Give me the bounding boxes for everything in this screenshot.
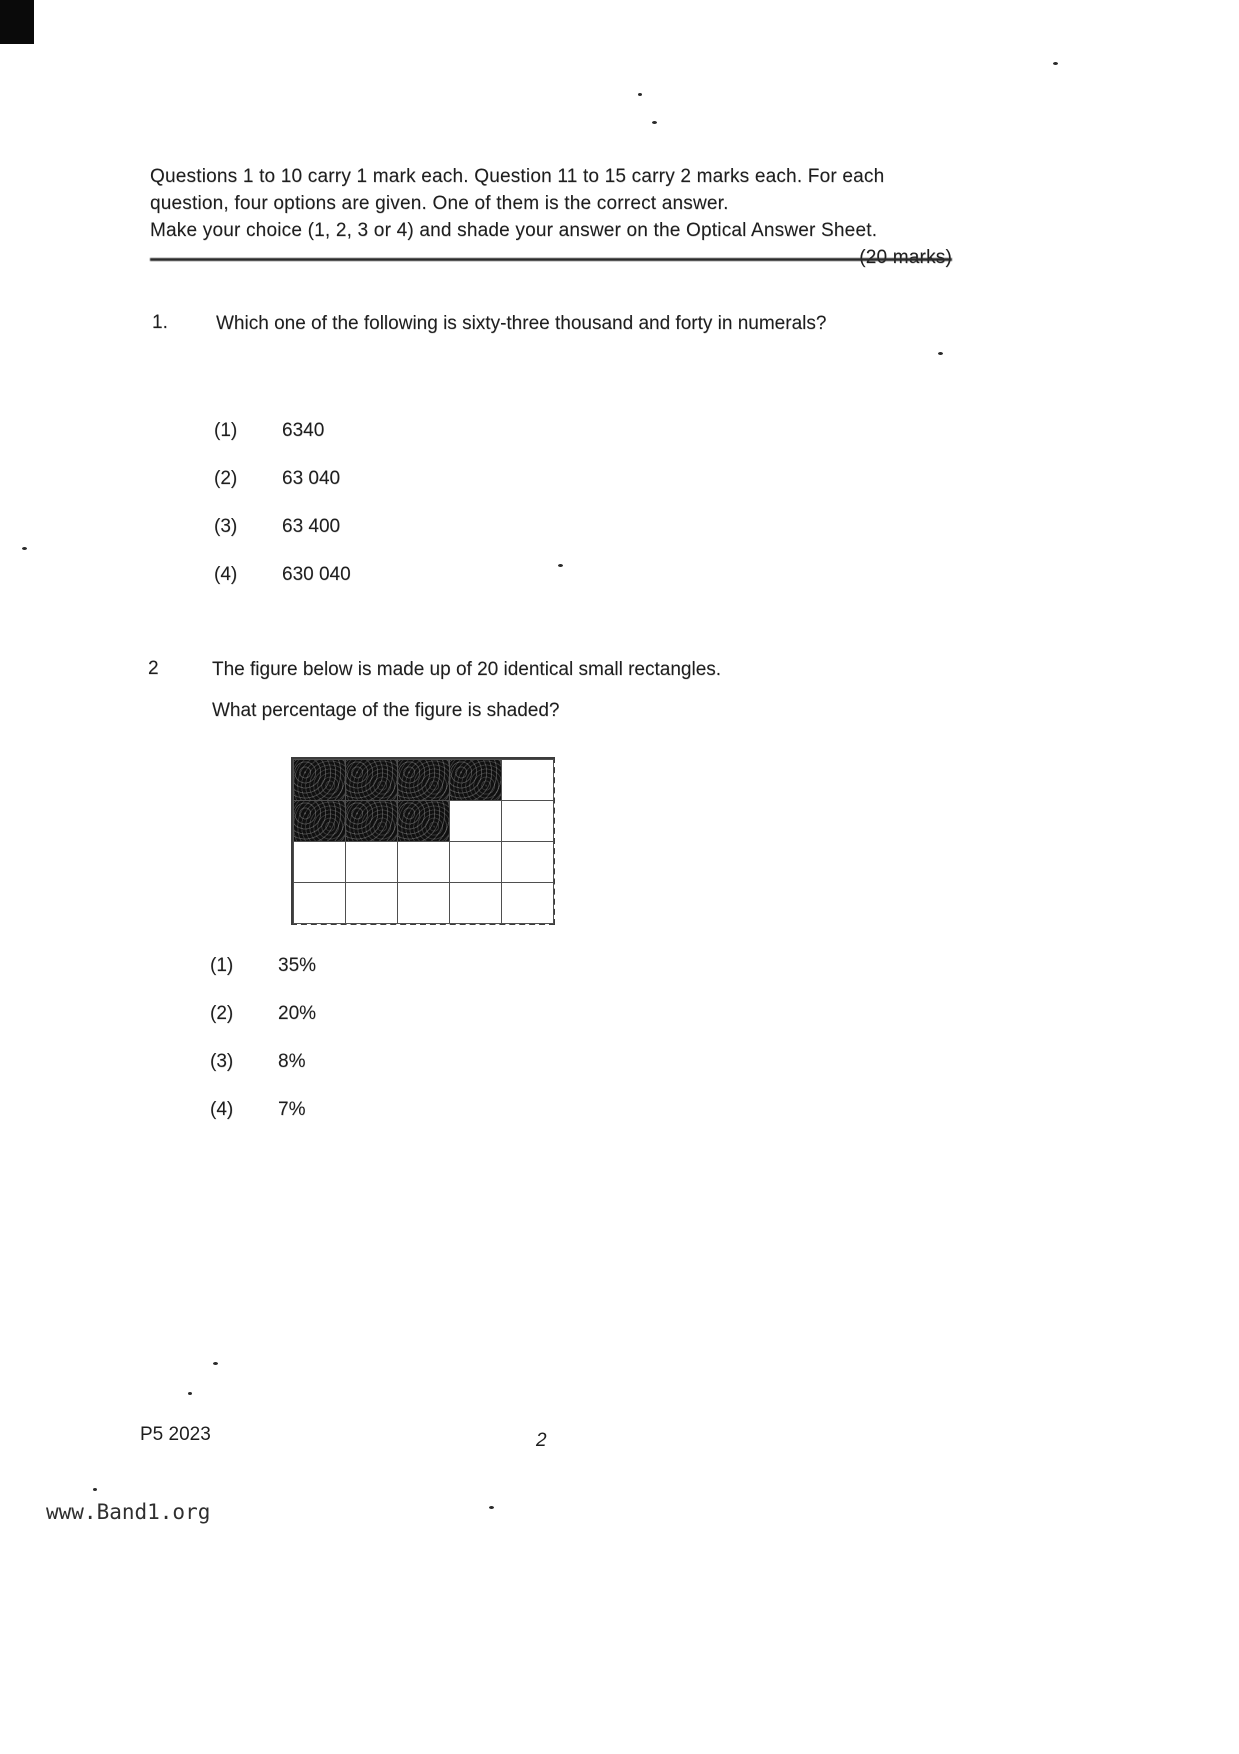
option-value: 63 040 xyxy=(282,468,341,489)
figure-cell xyxy=(345,882,398,924)
option-value: 20% xyxy=(278,1003,317,1024)
question-2 xyxy=(148,658,1008,1128)
question-2-figure xyxy=(291,757,555,925)
scan-speck xyxy=(188,1392,192,1395)
option-label: (3) xyxy=(210,1051,234,1072)
option-label: (4) xyxy=(214,564,238,585)
question-2-option-3 xyxy=(210,1051,305,1073)
figure-cell-shaded xyxy=(397,759,450,801)
option-label: (4) xyxy=(210,1099,234,1120)
option-label: (1) xyxy=(210,955,234,976)
option-value: 63 400 xyxy=(282,516,341,537)
scan-speck xyxy=(638,93,642,96)
question-1-text: Which one of the following is sixty-three thousand and forty in numerals? xyxy=(216,313,827,334)
figure-cell xyxy=(397,841,450,883)
figure-cell xyxy=(501,882,554,924)
question-1-option-4 xyxy=(214,564,351,586)
scan-speck xyxy=(652,121,657,124)
question-1-number: 1. xyxy=(152,312,168,333)
option-label: (3) xyxy=(214,516,238,537)
scan-speck xyxy=(213,1362,218,1365)
scan-speck xyxy=(489,1506,494,1509)
scan-speck xyxy=(93,1488,97,1491)
option-value: 8% xyxy=(278,1051,306,1072)
option-value: 6340 xyxy=(282,420,325,441)
figure-cell-shaded xyxy=(345,800,398,842)
figure-cell xyxy=(501,759,554,801)
paper-code: P5 2023 xyxy=(140,1424,211,1445)
instructions-line-2: question, four options are given. One of them is the correct answer. xyxy=(150,193,729,214)
question-1-option-2 xyxy=(214,468,340,490)
figure-cell xyxy=(293,882,346,924)
figure-cell xyxy=(397,882,450,924)
question-2-option-2 xyxy=(210,1003,316,1025)
figure-cell xyxy=(293,841,346,883)
scan-speck xyxy=(1053,62,1058,65)
option-label: (2) xyxy=(214,468,238,489)
question-1-option-3 xyxy=(214,516,340,538)
figure-cell xyxy=(501,841,554,883)
instructions-line-1: Questions 1 to 10 carry 1 mark each. Question 11 to 15 carry 2 marks each. For each xyxy=(150,166,885,187)
page-number: 2 xyxy=(536,1430,547,1451)
question-1 xyxy=(152,312,1002,612)
figure-cell xyxy=(501,800,554,842)
figure-cell-shaded xyxy=(449,759,502,801)
question-2-text-line-1: The figure below is made up of 20 identical small rectangles. xyxy=(212,659,722,680)
option-value: 7% xyxy=(278,1099,306,1120)
question-2-option-4 xyxy=(210,1099,305,1121)
question-1-option-1 xyxy=(214,420,324,442)
option-label: (2) xyxy=(210,1003,234,1024)
figure-cell-shaded xyxy=(293,759,346,801)
question-2-number: 2 xyxy=(148,658,159,679)
marks-label: (20 marks) xyxy=(859,247,952,268)
figure-cell xyxy=(449,882,502,924)
option-value: 35% xyxy=(278,955,317,976)
option-label: (1) xyxy=(214,420,238,441)
question-2-option-1 xyxy=(210,955,316,977)
figure-cell xyxy=(449,841,502,883)
figure-cell xyxy=(345,841,398,883)
figure-cell-shaded xyxy=(293,800,346,842)
option-value: 630 040 xyxy=(282,564,351,585)
question-2-text-line-2: What percentage of the figure is shaded? xyxy=(212,700,560,721)
scan-speck xyxy=(22,547,27,550)
instructions-underline xyxy=(150,258,952,261)
watermark-url: www.Band1.org xyxy=(46,1500,211,1524)
figure-cell xyxy=(449,800,502,842)
figure-cell-shaded xyxy=(345,759,398,801)
instructions-block xyxy=(150,163,956,271)
figure-grid xyxy=(293,759,553,923)
figure-cell-shaded xyxy=(397,800,450,842)
scan-artifact-corner xyxy=(0,0,34,44)
instructions-line-3: Make your choice (1, 2, 3 or 4) and shade your answer on the Optical Answer Sheet. xyxy=(150,220,878,241)
